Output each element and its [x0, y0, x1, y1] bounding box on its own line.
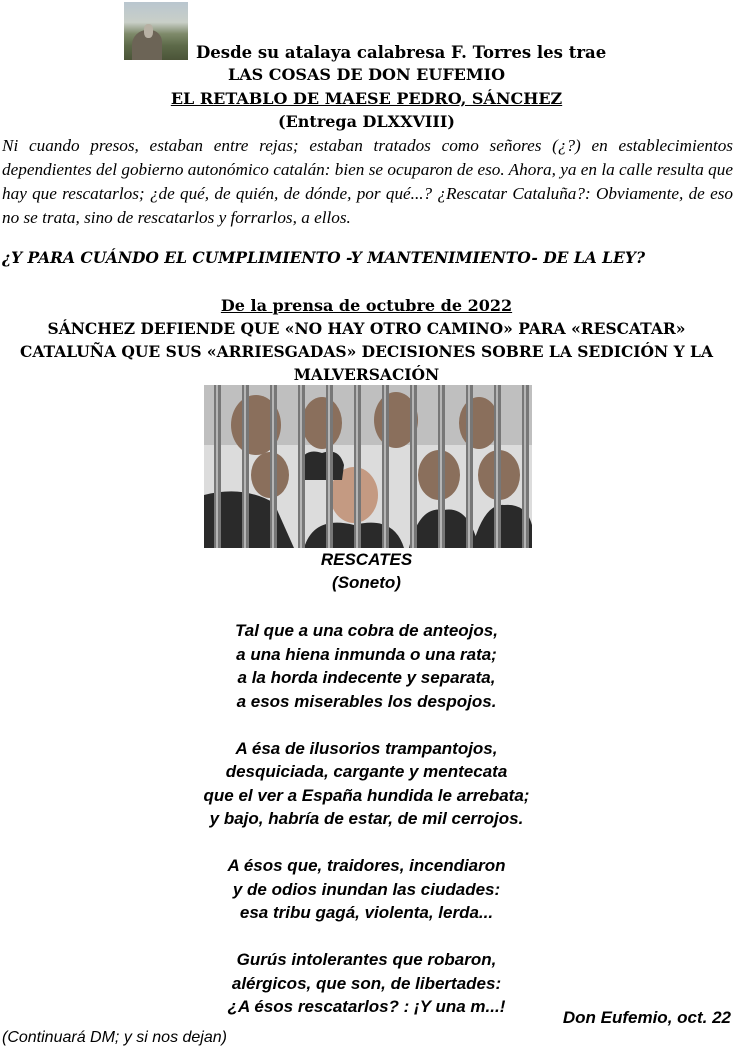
- verse-line: a la horda indecente y separata,: [237, 668, 496, 687]
- poem-subtitle: (Soneto): [332, 573, 401, 592]
- byline: Desde su atalaya calabresa F. Torres les trae: [196, 43, 607, 62]
- verse-line: A ésa de ilusorios trampantojos,: [235, 738, 498, 758]
- seated-person-shape: [144, 24, 153, 38]
- verse-line: A ésos que, traidores, incendiaron: [227, 856, 506, 875]
- verse-line: alérgicos, que son, de libertades:: [231, 973, 502, 993]
- press-date-line: De la prensa de octubre de 2022: [220, 296, 513, 315]
- bars-illustration: [204, 385, 532, 548]
- verse-line: a una hiena inmunda o una rata;: [236, 644, 497, 664]
- sonnet: [0, 619, 733, 1042]
- law-question: ¿Y PARA CUÁNDO EL CUMPLIMIENTO -Y MANTENIMIENTO- DE LA LEY?: [2, 248, 646, 267]
- verse-line: y bajo, habría de estar, de mil cerrojos.: [209, 809, 524, 828]
- signature: Don Eufemio, oct. 22: [562, 1008, 731, 1027]
- press-headline: SÁNCHEZ DEFIENDE QUE «NO HAY OTRO CAMINO» PARA «RESCATAR» CATALUÑA QUE SUS «ARRIESGADAS» DECISIONES SOBRE LA SEDICIÓN Y LA MALVERSACIÓN: [20, 319, 713, 384]
- stanza-1: [0, 619, 733, 713]
- verse-line: que el ver a España hundida le arrebata;: [203, 785, 530, 805]
- verse-line: ¿A ésos rescatarlos? : ¡Y una m...!: [227, 997, 506, 1016]
- stanza-2: [0, 737, 733, 831]
- verse-line: Gurús intolerantes que robaron,: [236, 950, 497, 969]
- verse-line: esa tribu gagá, violenta, lerda...: [239, 903, 494, 922]
- author-photo: [124, 2, 188, 60]
- continued-note: (Continuará DM; y si nos dejan): [2, 1029, 227, 1046]
- verse-line: desquiciada, cargante y mentecata: [225, 762, 508, 781]
- stanza-3: [0, 854, 733, 925]
- verse-line: a esos miserables los despojos.: [236, 691, 497, 711]
- politicians-behind-bars-image: [204, 385, 532, 548]
- verse-line: Tal que a una cobra de anteojos,: [235, 621, 498, 640]
- series-title: LAS COSAS DE DON EUFEMIO: [227, 65, 506, 84]
- installment-number: (Entrega DLXXVIII): [278, 112, 455, 131]
- column-title: EL RETABLO DE MAESE PEDRO, SÁNCHEZ: [170, 89, 563, 108]
- verse-line: y de odios inundan las ciudades:: [232, 879, 501, 899]
- intro-paragraph: Ni cuando presos, estaban entre rejas; estaban tratados como señores (¿?) en establecimientos dependientes del gobierno autonómico catalán: bien se ocuparon de eso. Ahora, ya en la calle resulta que hay que rescatarlos; ¿de qué, de quién, de dónde, por qué...? ¿Rescatar Cataluña?: Obviamente, de eso no se trata, sino de rescatarlos y forrarlos, a ellos.: [2, 136, 733, 227]
- poem-title: RESCATES: [320, 550, 413, 569]
